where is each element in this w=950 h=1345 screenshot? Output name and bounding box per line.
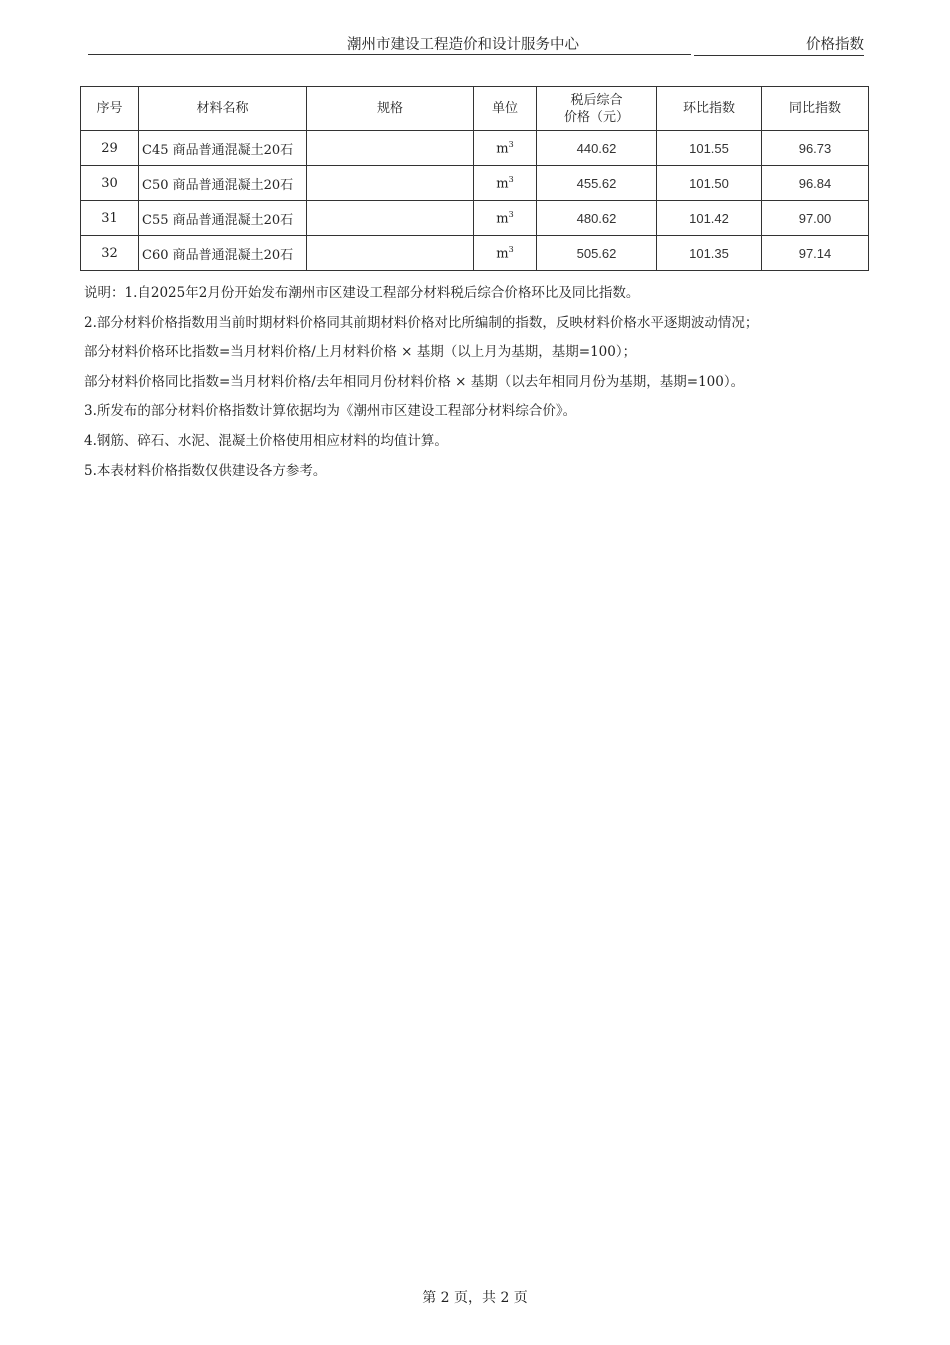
- cell-no: 31: [81, 201, 139, 236]
- unit-superscript: 3: [508, 209, 514, 219]
- note-line: 部分材料价格环比指数=当月材料价格/上月材料价格 × 基期（以上月为基期，基期=100）；: [84, 344, 637, 361]
- column-header-no: 序号: [81, 87, 139, 131]
- page-header: [88, 36, 864, 56]
- unit-text: m: [496, 211, 509, 227]
- cell-yoy-index: 97.14: [762, 236, 869, 271]
- cell-unit: [474, 131, 537, 166]
- cell-spec: [307, 166, 474, 201]
- cell-no: 30: [81, 166, 139, 201]
- header-org-line: [88, 36, 691, 55]
- cell-price: 440.62: [537, 131, 657, 166]
- unit-superscript: 3: [508, 174, 514, 184]
- table-row: [81, 201, 869, 236]
- cell-material-name: C50 商品普通混凝土20石: [139, 166, 307, 201]
- price-header-line1: 税后综合: [570, 92, 623, 108]
- column-header-spec: 规格: [307, 87, 474, 131]
- cell-mom-index: 101.50: [657, 166, 762, 201]
- cell-material-name: C45 商品普通混凝土20石: [139, 131, 307, 166]
- header-org-name: 潮州市建设工程造价和设计服务中心: [347, 37, 579, 53]
- unit-text: m: [496, 176, 509, 192]
- cell-price: 505.62: [537, 236, 657, 271]
- cell-material-name: C60 商品普通混凝土20石: [139, 236, 307, 271]
- price-header-line2: 价格（元）: [563, 109, 629, 125]
- cell-unit: [474, 236, 537, 271]
- notes-section: [84, 279, 884, 486]
- note-line: 部分材料价格同比指数=当月材料价格/去年相同月份材料价格 × 基期（以去年相同月份为基期，基期=100）。: [84, 373, 745, 390]
- unit-text: m: [496, 246, 509, 262]
- cell-price: 480.62: [537, 201, 657, 236]
- cell-unit: [474, 201, 537, 236]
- column-header-yoy: 同比指数: [762, 87, 869, 131]
- table-header-row: [81, 87, 869, 131]
- cell-mom-index: 101.55: [657, 131, 762, 166]
- cell-no: 32: [81, 236, 139, 271]
- header-section: 价格指数: [694, 36, 864, 56]
- unit-superscript: 3: [508, 139, 514, 149]
- column-header-unit: 单位: [474, 87, 537, 131]
- page-number: 第 2 页，共 2 页: [422, 1290, 528, 1306]
- cell-spec: [307, 201, 474, 236]
- cell-yoy-index: 96.73: [762, 131, 869, 166]
- column-header-price: [537, 87, 657, 131]
- column-header-name: 材料名称: [139, 87, 307, 131]
- note-line: 4.钢筋、碎石、水泥、混凝土价格使用相应材料的均值计算。: [84, 432, 448, 449]
- cell-yoy-index: 96.84: [762, 166, 869, 201]
- unit-superscript: 3: [508, 244, 514, 254]
- cell-mom-index: 101.35: [657, 236, 762, 271]
- cell-price: 455.62: [537, 166, 657, 201]
- note-line: 说明：1.自2025年2月份开始发布潮州市区建设工程部分材料税后综合价格环比及同比指数。: [84, 285, 640, 301]
- cell-material-name: C55 商品普通混凝土20石: [139, 201, 307, 236]
- price-index-table: [80, 86, 869, 271]
- unit-text: m: [496, 141, 509, 157]
- cell-spec: [307, 236, 474, 271]
- note-line: 5.本表材料价格指数仅供建设各方参考。: [84, 462, 327, 479]
- column-header-mom: 环比指数: [657, 87, 762, 131]
- cell-unit: [474, 166, 537, 201]
- note-line: 3.所发布的部分材料价格指数计算依据均为《潮州市区建设工程部分材料综合价》。: [84, 403, 577, 420]
- cell-yoy-index: 97.00: [762, 201, 869, 236]
- note-line: 2.部分材料价格指数用当前时期材料价格同其前期材料价格对比所编制的指数，反映材料价格水平逐期波动情况；: [84, 314, 759, 331]
- table-row: [81, 131, 869, 166]
- table-row: [81, 236, 869, 271]
- table-row: [81, 166, 869, 201]
- cell-spec: [307, 131, 474, 166]
- cell-no: 29: [81, 131, 139, 166]
- cell-mom-index: 101.42: [657, 201, 762, 236]
